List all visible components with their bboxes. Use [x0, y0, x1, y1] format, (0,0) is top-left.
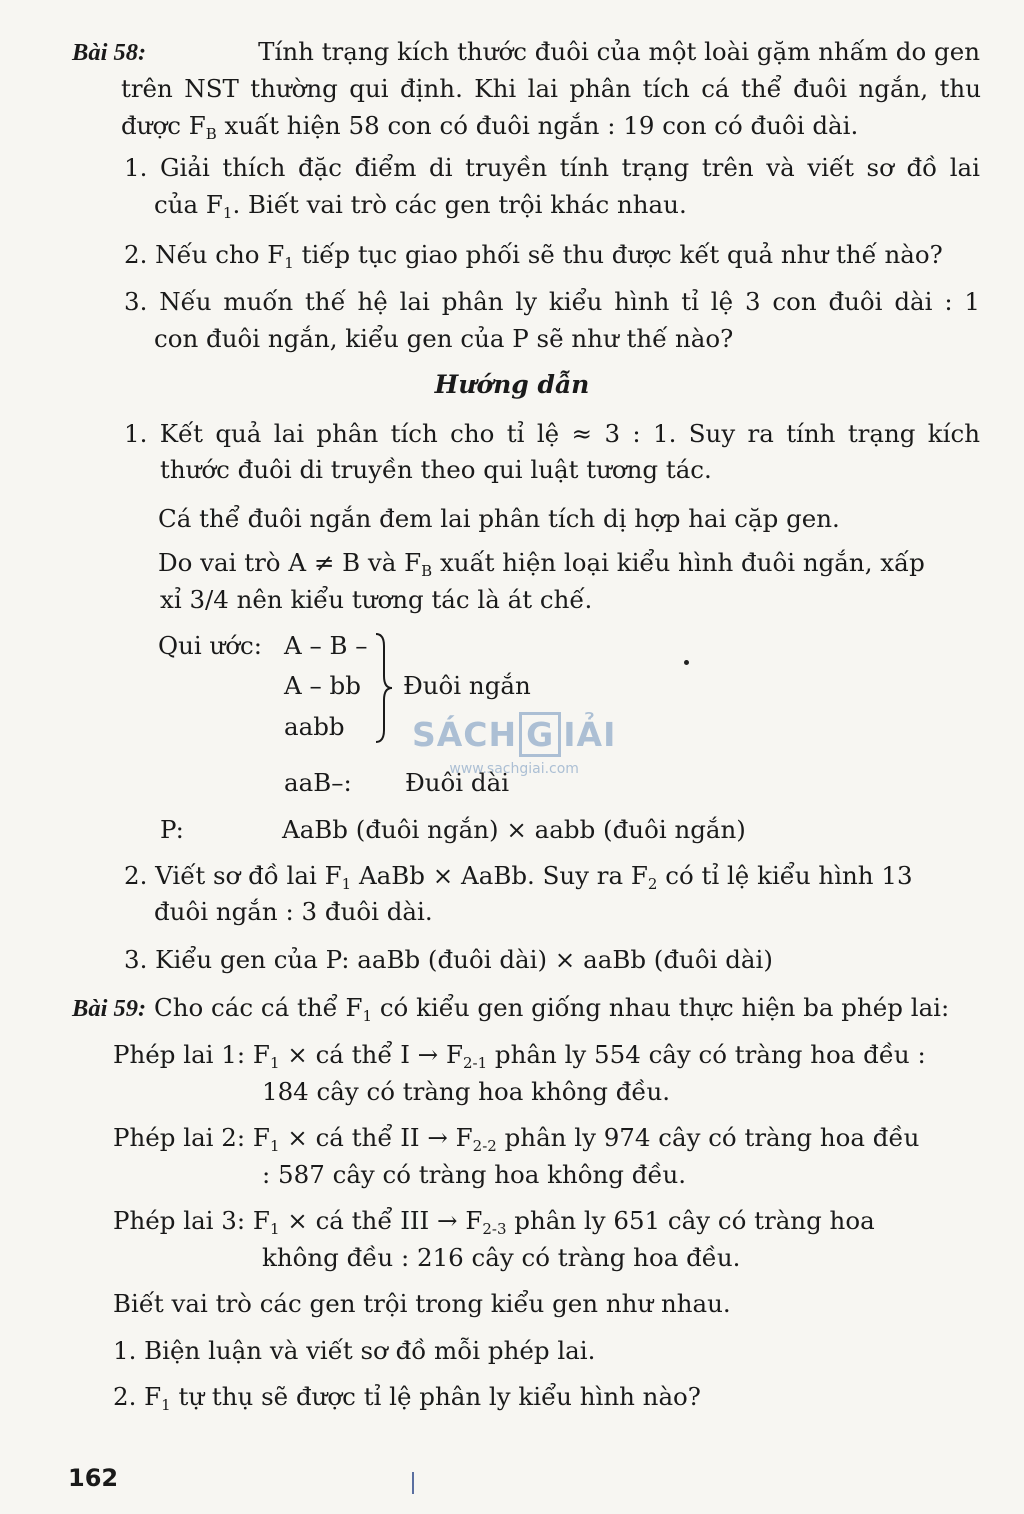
text: SÁCH: [412, 715, 518, 754]
guide-heading: Hướng dẫn: [434, 370, 590, 399]
logo-g: G: [519, 712, 561, 757]
text: × cá thể III → F: [279, 1206, 483, 1235]
cross-3-line-1: [113, 1206, 875, 1238]
subscript: 1: [341, 875, 352, 893]
text: tiếp tục giao phối sẽ thu được kết quả như thế nào?: [293, 240, 943, 269]
bai59-label: Bài 59:: [72, 995, 147, 1022]
text: xuất hiện loại kiểu hình đuôi ngắn, xấp: [432, 548, 925, 577]
subscript: 2: [647, 875, 658, 893]
genotype-aab: aaB–:: [284, 768, 352, 797]
scan-mark: [412, 1472, 414, 1494]
bai58-paragraph-line-2: trên NST thường qui định. Khi lai phân tích cá thể đuôi ngắn, thu: [121, 74, 981, 103]
guide-answer-1-line-3: Cá thể đuôi ngắn đem lai phân tích dị hợp hai cặp gen.: [158, 504, 840, 533]
guide-answer-3: 3. Kiểu gen của P: aaBb (đuôi dài) × aaBb (đuôi dài): [124, 945, 773, 974]
subscript: 1: [269, 1054, 280, 1072]
guide-answer-2-line-1: [124, 861, 980, 893]
text: 2. Viết sơ đồ lai F: [124, 861, 342, 890]
cross-3-line-2: không đều : 216 cây có tràng hoa đều.: [262, 1243, 741, 1272]
bai58-paragraph-line-1: [72, 37, 980, 66]
text: × cá thể II → F: [279, 1123, 473, 1152]
text: được F: [121, 111, 206, 140]
bai59-known: Biết vai trò các gen trội trong kiểu gen như nhau.: [113, 1289, 731, 1318]
subscript: B: [205, 125, 217, 143]
subscript: 1: [269, 1220, 280, 1238]
bai58-question-3-line-2: con đuôi ngắn, kiểu gen của P sẽ như thế nào?: [154, 324, 734, 353]
bai58-question-2: [124, 240, 943, 272]
text: tự thụ sẽ được tỉ lệ phân ly kiểu hình nào?: [170, 1382, 701, 1411]
parent-cross: AaBb (đuôi ngắn) × aabb (đuôi ngắn): [282, 815, 746, 844]
cross-2-line-1: [113, 1123, 920, 1155]
bai58-question-3-line-1: 3. Nếu muốn thế hệ lai phân ly kiểu hình tỉ lệ 3 con đuôi dài : 1: [124, 287, 980, 316]
cross-1-line-1: [113, 1040, 926, 1072]
parent-label: P:: [160, 815, 184, 844]
stray-dot: [684, 660, 689, 665]
text: Tính trạng kích thước đuôi của một loài gặm nhấm do gen: [258, 37, 980, 66]
text: Cho các cá thể F: [146, 993, 363, 1022]
text: 2. Nếu cho F: [124, 240, 285, 269]
text: có tỉ lệ kiểu hình 13: [657, 861, 913, 890]
text: Phép lai 2: F: [113, 1123, 270, 1152]
guide-answer-1-line-4: [158, 548, 925, 580]
subscript: 1: [362, 1007, 373, 1025]
long-tail-label: Đuôi dài: [405, 768, 510, 797]
text: có kiểu gen giống nhau thực hiện ba phép lai:: [372, 993, 950, 1022]
text: 2. F: [113, 1382, 162, 1411]
text: phân ly 554 cây có tràng hoa đều :: [487, 1040, 926, 1069]
text: Do vai trò A ≠ B và F: [158, 548, 422, 577]
text: . Biết vai trò các gen trội khác nhau.: [232, 190, 687, 219]
subscript: 2-2: [472, 1137, 497, 1155]
bai58-question-1-line-1: 1. Giải thích đặc điểm di truyền tính trạng trên và viết sơ đồ lai: [124, 153, 980, 182]
guide-answer-1-line-1: 1. Kết quả lai phân tích cho tỉ lệ ≈ 3 : 1. Suy ra tính trạng kích: [124, 419, 980, 448]
text: phân ly 651 cây có tràng hoa: [506, 1206, 875, 1235]
bai59-intro: [72, 993, 950, 1025]
text: IẢI: [563, 715, 617, 754]
bai58-question-1-line-2: [154, 190, 687, 222]
convention-label: Qui ước:: [158, 631, 262, 660]
bai59-question-2: [113, 1382, 701, 1414]
text: của F: [154, 190, 223, 219]
subscript: 2-3: [482, 1220, 507, 1238]
guide-answer-1-line-2: thước đuôi di truyền theo qui luật tương tác.: [160, 455, 712, 484]
genotype-a-bb: A – bb: [284, 671, 361, 700]
text: × cá thể I → F: [279, 1040, 463, 1069]
genotype-a-b: A – B –: [284, 631, 368, 660]
subscript: 1: [161, 1396, 171, 1414]
text: AaBb × AaBb. Suy ra F: [351, 861, 648, 890]
guide-answer-1-line-5: xỉ 3/4 nên kiểu tương tác là át chế.: [160, 585, 593, 614]
genotype-aabb: aabb: [284, 712, 345, 741]
watermark-url: www.sachgiai.com: [449, 761, 579, 777]
curly-brace-icon: [372, 632, 394, 744]
bai58-paragraph-line-3: [121, 111, 859, 143]
text: xuất hiện 58 con có đuôi ngắn : 19 con có đuôi dài.: [216, 111, 859, 140]
guide-answer-2-line-2: đuôi ngắn : 3 đuôi dài.: [154, 897, 433, 926]
cross-2-line-2: : 587 cây có tràng hoa không đều.: [262, 1160, 687, 1189]
subscript: 1: [222, 204, 233, 222]
text: phân ly 974 cây có tràng hoa đều: [496, 1123, 920, 1152]
page-number: 162: [68, 1464, 119, 1492]
subscript: 1: [284, 254, 294, 272]
subscript: 2-1: [462, 1054, 488, 1072]
subscript: 1: [269, 1137, 280, 1155]
cross-1-line-2: 184 cây có tràng hoa không đều.: [262, 1077, 671, 1106]
subscript: B: [421, 562, 433, 580]
bai59-question-1: 1. Biện luận và viết sơ đồ mỗi phép lai.: [113, 1336, 596, 1365]
bai58-label: Bài 58:: [72, 39, 147, 66]
short-tail-label: Đuôi ngắn: [403, 671, 531, 700]
text: Phép lai 3: F: [113, 1206, 270, 1235]
text: Phép lai 1: F: [113, 1040, 270, 1069]
